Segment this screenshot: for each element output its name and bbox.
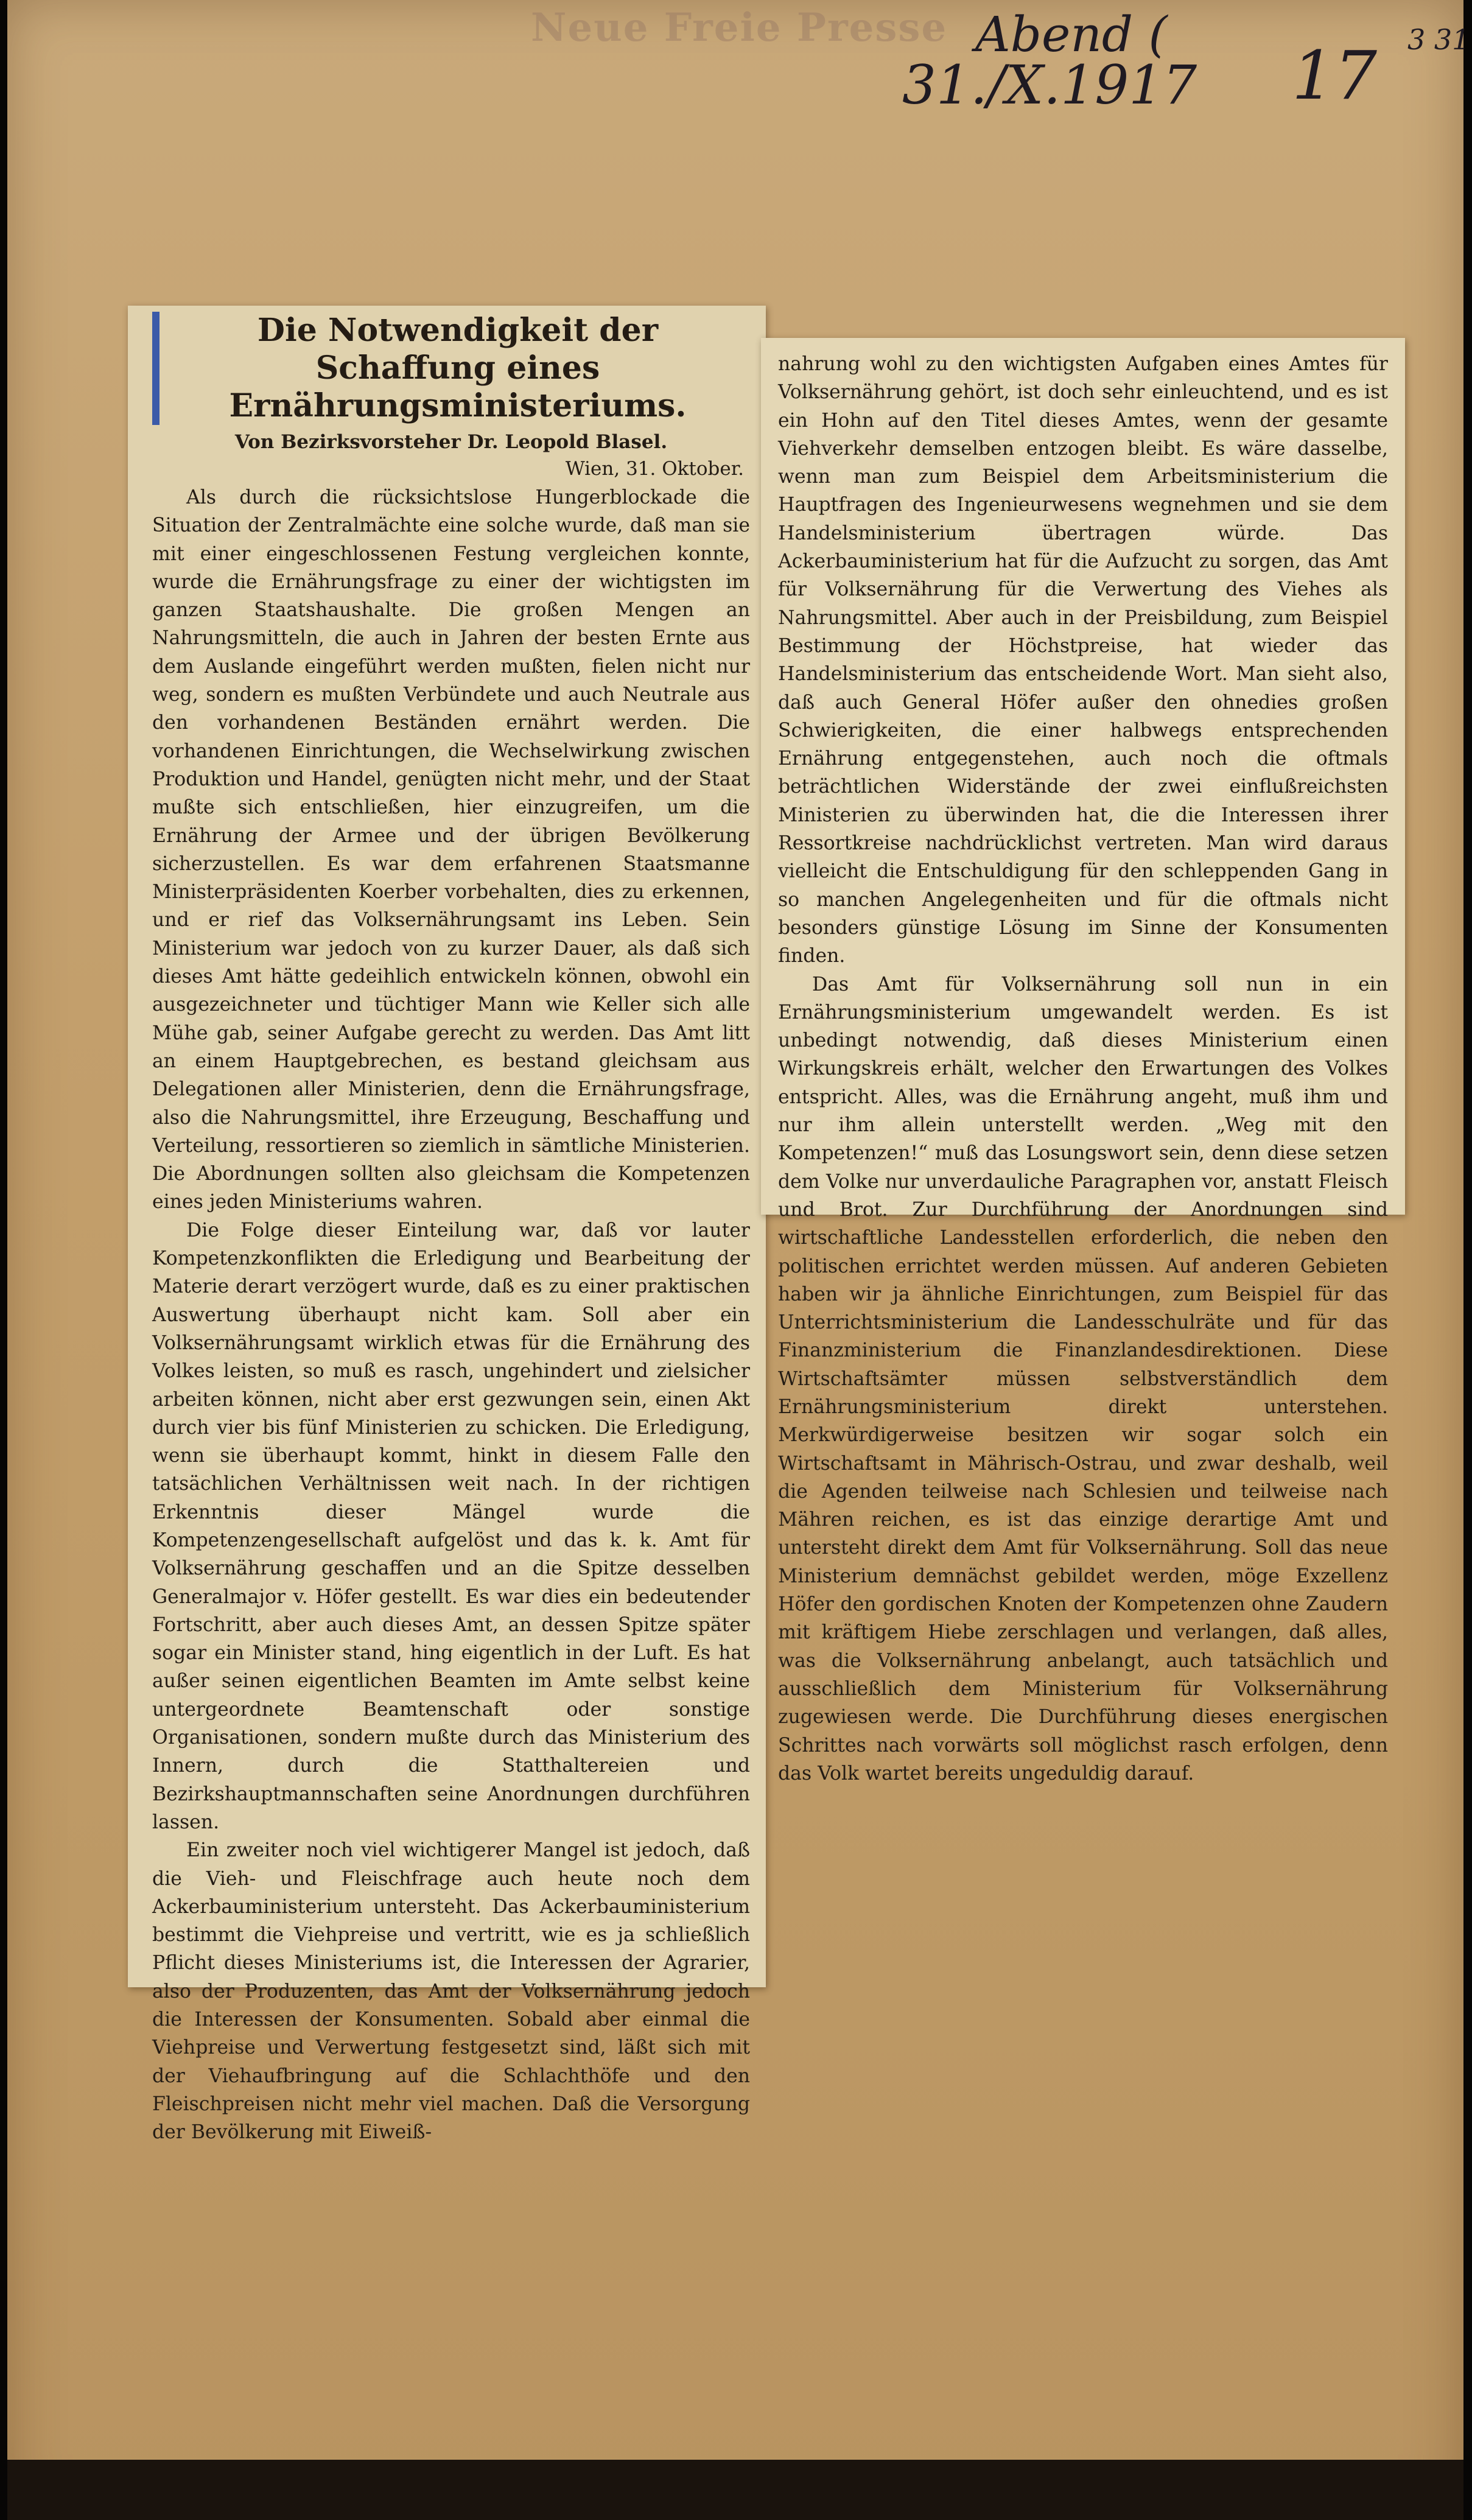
handwritten-date: 31./X.1917	[902, 54, 1197, 116]
article-byline: Von Bezirksvorsteher Dr. Leopold Blasel.	[234, 431, 668, 453]
article-dateline: Wien, 31. Oktober.	[565, 458, 744, 480]
clipping-left-column	[128, 306, 766, 2144]
article-paragraph: Als durch die rücksichtslose Hungerblockade die Situation der Zentralmächte eine solche wurde, daß man sie mit einer eingeschlossenen Festung vergleichen konnte, wurde die Ernährungsfrage zu einer der wichtigsten im ganzen Staatshaushalte. Die großen Mengen an Nahrungsmitteln, die auch in Jahren der besten Ernte aus dem Auslande eingeführt werden mußten, fielen nicht nur weg, sondern es mußten Verbündete und auch Neutrale aus den vorhandenen Beständen ernährt werden. Die vorhandenen Einrichtungen, die Wechselwirkung zwischen Produktion und Handel, genügten nicht mehr, und der Staat mußte sich entschließen, hier einzugreifen, um die Ernährung der Armee und der übrigen Bevölkerung sicherzustellen. Es war dem erfahrenen Staatsmanne Ministerpräsidenten Koerber vorbehalten, dies zu erkennen, und er rief das Volksernährungsamt ins Leben. Sein Ministerium war jedoch von zu kurzer Dauer, als daß sich dieses Amt hätte gedeihlich entwickeln können, obwohl ein ausgezeichneter und tüchtiger Mann wie Keller sich alle Mühe gab, seiner Aufgabe gerecht zu werden. Das Amt litt an einem Hauptgebrechen, es bestand gleichsam aus Delegationen aller Ministerien, denn die Ernährungsfrage, also die Nahrungsmittel, ihre Erzeugung, Beschaffung und Verteilung, ressortieren so ziemlich in sämtliche Ministerien. Die Abordnungen sollten also gleichsam die Kompetenzen eines jeden Ministeriums wahren.	[152, 486, 750, 1213]
handwritten-edition-note: Abend (	[975, 6, 1168, 63]
newspaper-stamp: Neue Freie Presse	[531, 5, 948, 51]
handwritten-corner-mark: 3 31	[1407, 23, 1470, 56]
archive-backing-board	[7, 0, 1470, 2520]
article-paragraph: Ein zweiter noch viel wichtigerer Mangel ist jedoch, daß die Vieh- und Fleischfrage auch heute noch dem Ackerbauministerium untersteht. Das Ackerbauministerium bestimmt die Viehpreise und vertritt, wie es ja schließlich Pflicht dieses Ministeriums ist, die Interessen der Agrarier, also der Produzenten, das Amt der Volksernährung jedoch die Interessen der Konsumenten. Sobald aber einmal die Viehpreise und Verwertung festgesetzt sind, läßt sich mit der Viehaufbringung auf die Schlachthöfe und den Fleischpreisen nicht mehr viel machen. Daß die Versorgung der Bevölkerung mit Eiweiß-	[152, 1839, 750, 2144]
handwritten-page-number: 17	[1292, 37, 1377, 114]
article-paragraph: Das Amt für Volksernährung soll nun in ein Ernährungsministerium umgewandelt werden. Es ist unbedingt notwendig, daß dieses Ministerium einen Wirkungskreis erhält, welcher den Erwartungen des Volkes entspricht. Alles, was die Ernährung angeht, muß ihm und nur ihm allein unterstellt werden. „Weg mit den Kompetenzen!“ muß das Losungswort sein, denn diese setzen dem Volke nur unverdauliche Paragraphen vor, anstatt Fleisch und Brot. Zur Durchführung der Anordnungen sind wirtschaftliche Landesstellen erforderlich, die neben den politischen errichtet werden müssen. Auf anderen Gebieten haben wir ja ähnliche Einrichtungen, zum Beispiel für das Unterrichtsministerium die Landesschulräte und für das Finanzministerium die Finanzlandesdirektionen. Diese Wirtschaftsämter müssen selbstverständlich dem Ernährungsministerium direkt unterstehen. Merkwürdigerweise besitzen wir sogar solch ein Wirtschaftsamt in Mährisch-Ostrau, und zwar deshalb, weil die Agenden teilweise nach Schlesien und teilweise nach Mähren reichen, es ist das einzige derartige Amt und untersteht direkt dem Amt für Volksernährung. Soll das neue Ministerium demnächst gebildet werden, möge Exzellenz Höfer den gordischen Knoten der Kompetenzen ohne Zaudern mit kräftigem Hiebe zerschlagen und verlangen, daß alles, was die Volksernährung anbelangt, auch tatsächlich und ausschließlich dem Ministerium für Volksernährung zugewiesen werde. Die Durchführung dieses energischen Schrittes nach vorwärts soll möglichst rasch erfolgen, denn das Volk wartet bereits ungeduldig darauf.	[778, 973, 1388, 1785]
article-paragraph: nahrung wohl zu den wichtigsten Aufgaben eines Amtes für Volksernährung gehört, ist doch sehr einleuchtend, und es ist ein Hohn auf den Titel dieses Amtes, wenn der gesamte Viehverkehr demselben entzogen bleibt. Es wäre dasselbe, wenn man zum Beispiel dem Arbeitsministerium die Hauptfragen des Ingenieurwesens wegnehmen und sie dem Handelsministerium übertragen würde. Das Ackerbauministerium hat für die Aufzucht zu sorgen, das Amt für Volksernährung für die Verwertung des Viehes als Nahrungsmittel. Aber auch in der Preisbildung, zum Beispiel Bestimmung der Höchstpreise, hat wieder das Handelsministerium das entscheidende Wort. Man sieht also, daß auch General Höfer außer den ohnedies großen Schwierigkeiten, die einer halbwegs entsprechenden Ernährung entgegenstehen, auch noch die oftmals beträchtlichen Widerstände der zwei einflußreichsten Ministerien zu überwinden hat, die die Interessen ihrer Ressortkreise nachdrücklichst vertreten. Man wird daraus vielleicht die Entschuldigung für den schleppenden Gang in so manchen Angelegenheiten und für die oftmals nicht besonders günstige Lösung im Sinne der Konsumenten finden.	[778, 353, 1388, 967]
clipping-right-column	[761, 338, 1405, 1785]
article-headline: Die Notwendigkeit der Schaffung eines Ernährungsministeriums.	[152, 312, 750, 425]
article-paragraph: Die Folge dieser Einteilung war, daß vor lauter Kompetenzkonflikten die Erledigung und Bearbeitung der Materie derart verzögert wurde, daß es zu einer praktischen Auswertung überhaupt nicht kam. Soll aber ein Volksernährungsamt wirklich etwas für die Ernährung des Volkes leisten, so muß es rasch, ungehindert und zielsicher arbeiten können, nicht aber erst gezwungen sein, einen Akt durch vier bis fünf Ministerien zu schicken. Die Erledigung, wenn sie überhaupt kommt, hinkt in diesem Falle den tatsächlichen Verhältnissen weit nach. In der richtigen Erkenntnis dieser Mängel wurde die Kompetenzengesellschaft aufgelöst und das k. k. Amt für Volksernährung geschaffen und an die Spitze desselben Generalmajor v. Höfer gestellt. Es war dies ein bedeutender Fortschritt, aber auch dieses Amt, an dessen Spitze später sogar ein Minister stand, hing eigentlich in der Luft. Es hat außer seinen eigentlichen Beamten im Amte selbst keine untergeordnete Beamtenschaft oder sonstige Organisationen, sondern mußte durch das Ministerium des Innern, durch die Statthaltereien und Bezirkshauptmannschaften seine Anordnungen durchführen lassen.	[152, 1219, 750, 1833]
board-bottom-edge	[7, 2460, 1463, 2520]
